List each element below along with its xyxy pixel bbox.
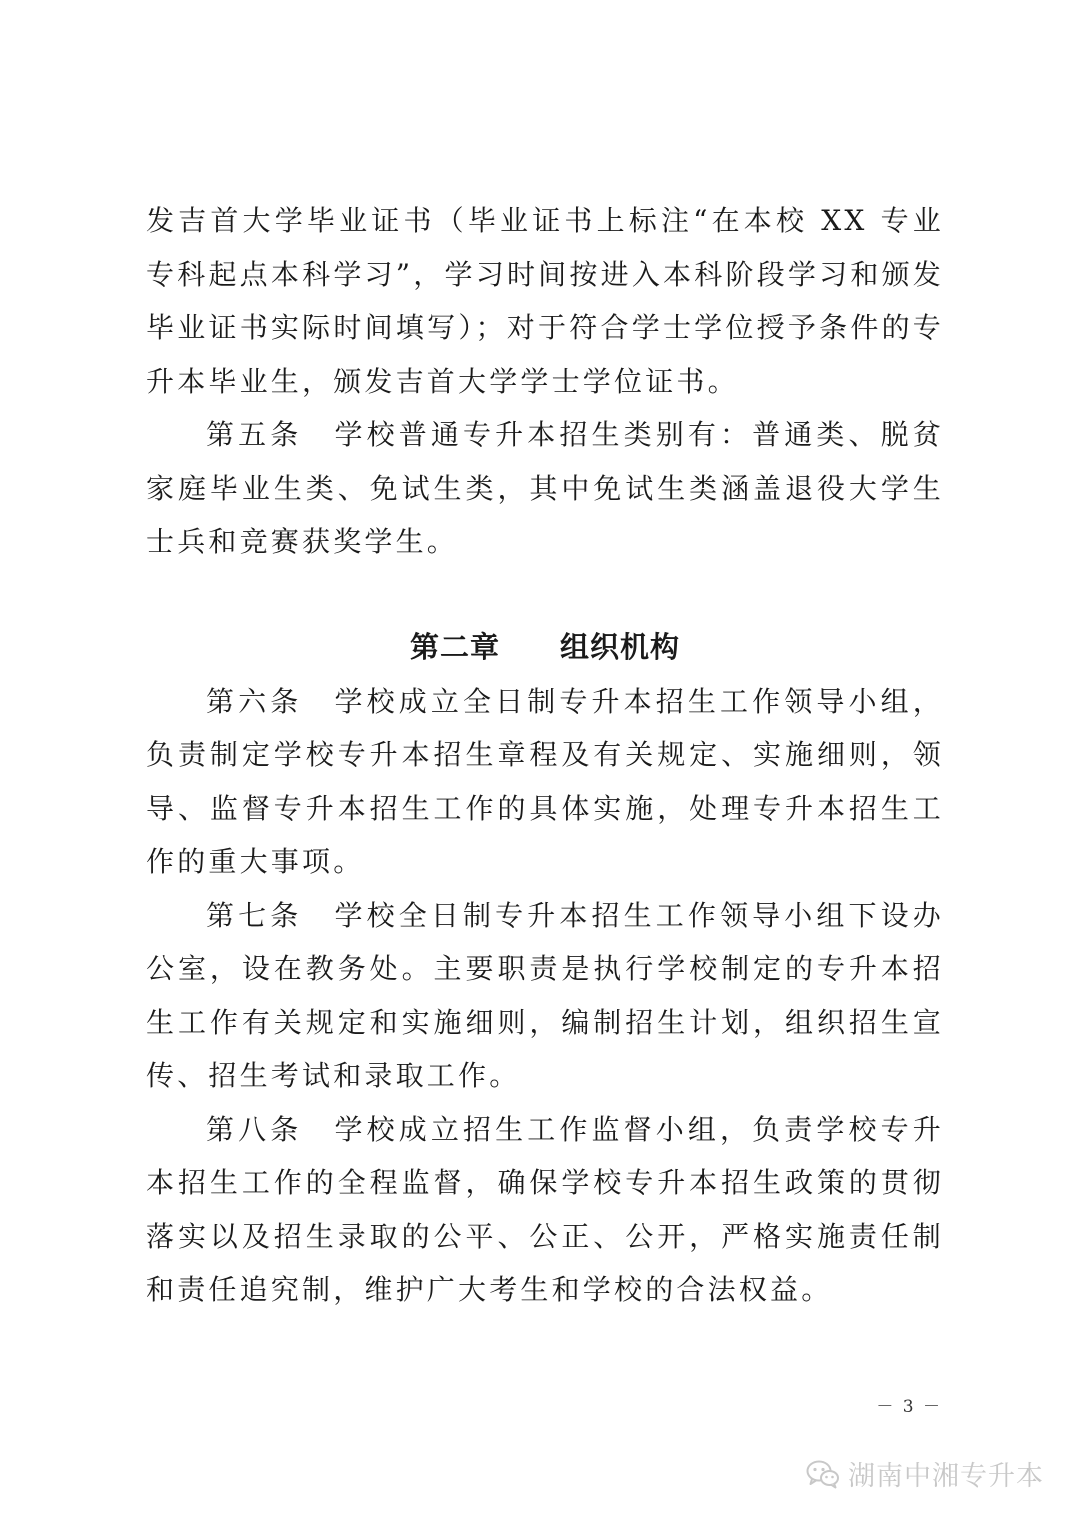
watermark	[806, 1454, 1044, 1493]
article-6: 第六条 学校成立全日制专升本招生工作领导小组，负责制定学校专升本招生章程及有关规定、实施细则，领导、监督专升本招生工作的具体实施，处理专升本招生工作的重大事项。	[146, 684, 944, 878]
article-8: 第八条 学校成立招生工作监督小组，负责学校专升本招生工作的全程监督，确保学校专升本招生政策的贯彻落实以及招生录取的公平、公正、公开，严格实施责任制和责任追究制，维护广大考生和学校的合法权益。	[146, 1112, 944, 1306]
page-number: － 3 －	[876, 1397, 942, 1417]
paragraph-continuation: 发吉首大学毕业证书（毕业证书上标注“在本校 XX 专业专科起点本科学习”，学习时间按进入本科阶段学习和颁发毕业证书实际时间填写）；对于符合学士学位授予条件的专升本毕业生，颁发吉首大学学士学位证书。	[146, 204, 944, 398]
document-body	[146, 194, 944, 1317]
wechat-icon	[806, 1459, 840, 1489]
article-5: 第五条 学校普通专升本招生类别有：普通类、脱贫家庭毕业生类、免试生类，其中免试生类涵盖退役大学生士兵和竞赛获奖学生。	[146, 418, 944, 558]
watermark-text: 湖南中湘专升本	[848, 1461, 1044, 1492]
article-7: 第七条 学校全日制专升本招生工作领导小组下设办公室，设在教务处。主要职责是执行学校制定的专升本招生工作有关规定和实施细则，编制招生计划，组织招生宣传、招生考试和录取工作。	[146, 898, 944, 1092]
chapter-title: 第二章 组织机构	[409, 629, 680, 664]
section-gap	[146, 569, 944, 619]
